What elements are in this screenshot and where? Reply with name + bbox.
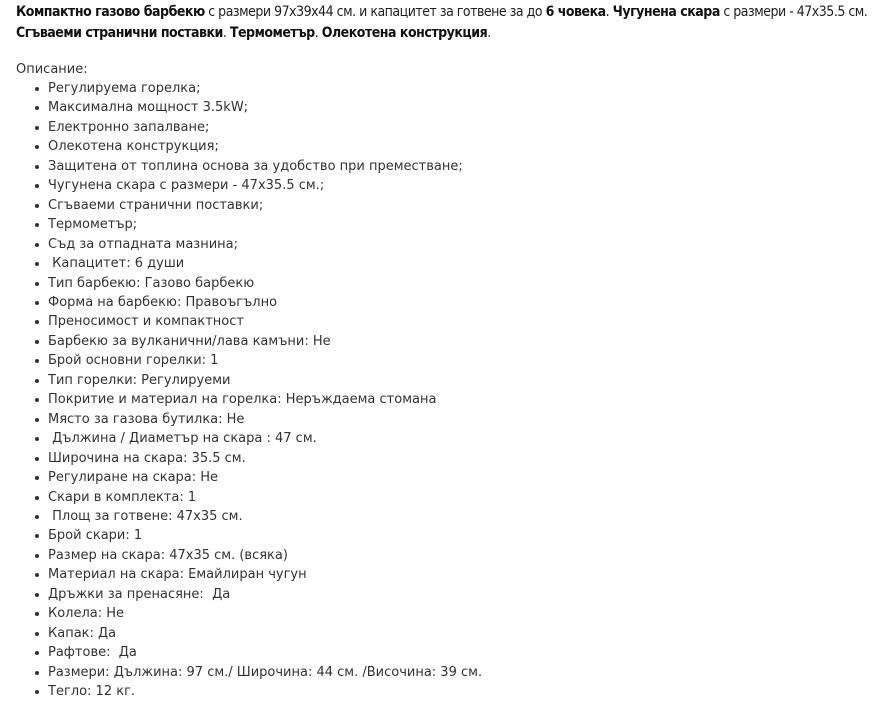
list-item: Рафтове: Да bbox=[48, 643, 482, 662]
intro-bold-thermometer: Термометър bbox=[229, 25, 315, 41]
list-item: Материал на скара: Емайлиран чугун bbox=[48, 565, 482, 584]
list-item: Преносимост и компактност bbox=[48, 312, 482, 331]
description-label: Описание: bbox=[16, 62, 88, 77]
list-item: Регулиране на скара: Не bbox=[48, 468, 482, 487]
list-item: Капацитет: 6 души bbox=[48, 254, 482, 273]
list-item: Брой скари: 1 bbox=[48, 526, 482, 545]
list-item: Размери: Дължина: 97 см./ Широчина: 44 см. /Височина: 39 см. bbox=[48, 663, 482, 682]
list-item: Колела: Не bbox=[48, 604, 482, 623]
list-item: Широчина на скара: 35.5 см. bbox=[48, 449, 482, 468]
list-item: Сгъваеми странични поставки; bbox=[48, 196, 482, 215]
list-item: Форма на барбекю: Правоъгълно bbox=[48, 293, 482, 312]
list-item: Термометър; bbox=[48, 215, 482, 234]
intro-bold-capacity: 6 човека bbox=[545, 4, 606, 20]
intro-text: . bbox=[314, 25, 322, 41]
list-item: Площ за готвене: 47x35 см. bbox=[48, 507, 482, 526]
intro-text: . bbox=[605, 4, 613, 20]
list-item: Дръжки за пренасяне: Да bbox=[48, 585, 482, 604]
list-item: Съд за отпадната мазнина; bbox=[48, 235, 482, 254]
intro-bold-side-shelves: Сгъваеми странични поставки bbox=[16, 25, 223, 41]
list-item: Брой основни горелки: 1 bbox=[48, 351, 482, 370]
list-item: Електронно запалване; bbox=[48, 118, 482, 137]
intro-bold-lightweight: Олекотена конструкция bbox=[321, 25, 488, 41]
list-item: Тип горелки: Регулируеми bbox=[48, 371, 482, 390]
intro-text: . bbox=[487, 25, 491, 41]
list-item: Барбекю за вулканични/лава камъни: Не bbox=[48, 332, 482, 351]
list-item: Дължина / Диаметър на скара : 47 см. bbox=[48, 429, 482, 448]
list-item: Защитена от топлина основа за удобство при преместване; bbox=[48, 157, 482, 176]
list-item: Покритие и материал на горелка: Неръждаема стомана bbox=[48, 390, 482, 409]
intro-bold-product-name: Компактно газово барбекю bbox=[16, 4, 205, 20]
intro-bold-grill: Чугунена скара bbox=[612, 4, 720, 20]
list-item: Регулируема горелка; bbox=[48, 79, 482, 98]
list-item: Чугунена скара с размери - 47x35.5 см.; bbox=[48, 176, 482, 195]
list-item: Размер на скара: 47x35 см. (всяка) bbox=[48, 546, 482, 565]
list-item: Скари в комплекта: 1 bbox=[48, 488, 482, 507]
feature-list bbox=[0, 79, 482, 702]
intro-text: с размери 97x39x44 см. и капацитет за готвене за до bbox=[204, 4, 546, 20]
product-intro bbox=[16, 2, 886, 44]
list-item: Капак: Да bbox=[48, 624, 482, 643]
list-item: Място за газова бутилка: Не bbox=[48, 410, 482, 429]
list-item: Тегло: 12 кг. bbox=[48, 682, 482, 701]
list-item: Максимална мощност 3.5kW; bbox=[48, 98, 482, 117]
intro-text: . bbox=[222, 25, 230, 41]
list-item: Олекотена конструкция; bbox=[48, 137, 482, 156]
intro-text: с размери - 47x35.5 см. bbox=[719, 4, 868, 20]
list-item: Тип барбекю: Газово барбекю bbox=[48, 274, 482, 293]
